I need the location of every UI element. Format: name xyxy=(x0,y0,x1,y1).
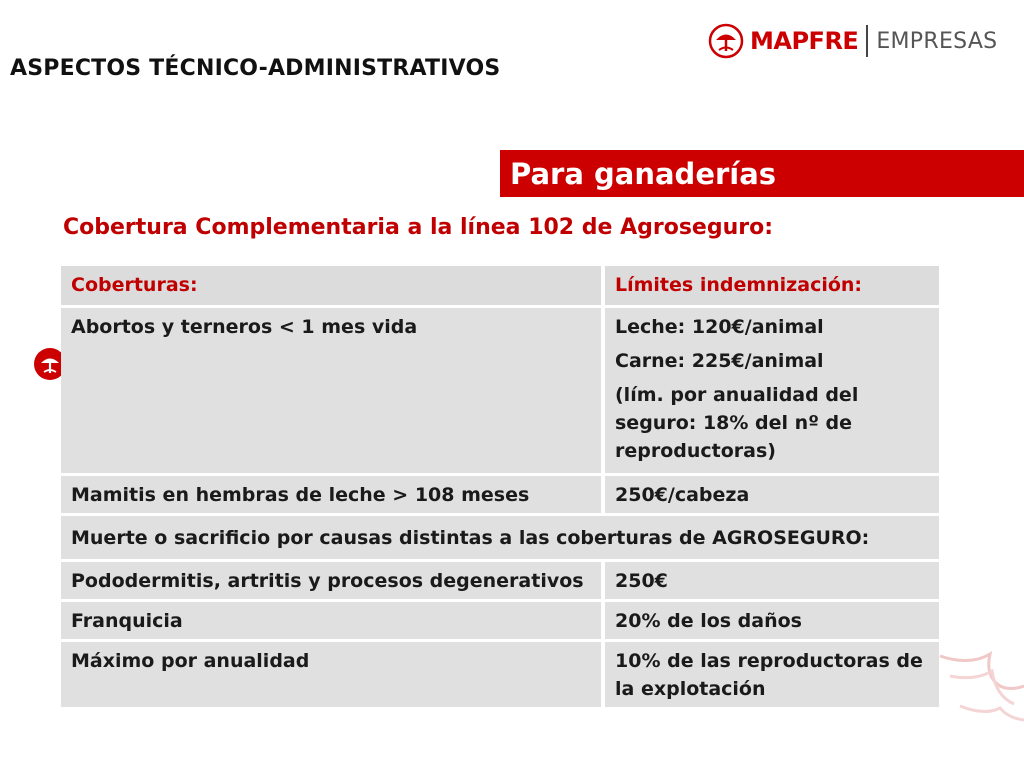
logo-separator xyxy=(866,25,868,57)
logo-sub: EMPRESAS xyxy=(876,28,998,54)
decorative-figure xyxy=(930,646,1024,726)
cell-limite: 250€ xyxy=(605,562,939,599)
cell-cobertura: Abortos y terneros < 1 mes vida xyxy=(61,308,605,473)
cell-limite xyxy=(605,308,939,473)
cell-cobertura: Mamitis en hembras de leche > 108 meses xyxy=(61,476,605,513)
table-row xyxy=(61,476,939,513)
coverage-table xyxy=(61,263,939,710)
cell-limite: 20% de los daños xyxy=(605,602,939,639)
cell-limite: 250€/cabeza xyxy=(605,476,939,513)
limite-line: Leche: 120€/animal xyxy=(615,316,824,338)
header-coberturas: Coberturas: xyxy=(61,266,605,305)
limite-line: Carne: 225€/animal xyxy=(615,350,824,372)
slide-title: ASPECTOS TÉCNICO-ADMINISTRATIVOS xyxy=(10,56,501,81)
logo-brand: MAPFRE xyxy=(750,27,859,55)
table-row xyxy=(61,308,939,473)
table-row xyxy=(61,562,939,599)
cell-limite: 10% de las reproductoras de la explotación xyxy=(605,642,939,707)
table-row xyxy=(61,516,939,559)
limite-line: (lím. por anualidad del seguro: 18% del nº de reproductoras) xyxy=(615,384,859,462)
cell-cobertura: Pododermitis, artritis y procesos degenerativos xyxy=(61,562,605,599)
mapfre-emblem-icon xyxy=(708,23,744,59)
cell-cobertura-wide: Muerte o sacrificio por causas distintas a las coberturas de AGROSEGURO: xyxy=(61,516,939,559)
cell-cobertura: Franquicia xyxy=(61,602,605,639)
table-header-row xyxy=(61,266,939,305)
section-banner-text: Para ganaderías xyxy=(510,156,777,191)
section-subtitle: Cobertura Complementaria a la línea 102 de Agroseguro: xyxy=(63,215,774,240)
section-banner xyxy=(500,150,1024,197)
table-row xyxy=(61,602,939,639)
mapfre-logo xyxy=(708,22,997,60)
header-limites: Límites indemnización: xyxy=(605,266,939,305)
cell-cobertura: Máximo por anualidad xyxy=(61,642,605,707)
table-row xyxy=(61,642,939,707)
